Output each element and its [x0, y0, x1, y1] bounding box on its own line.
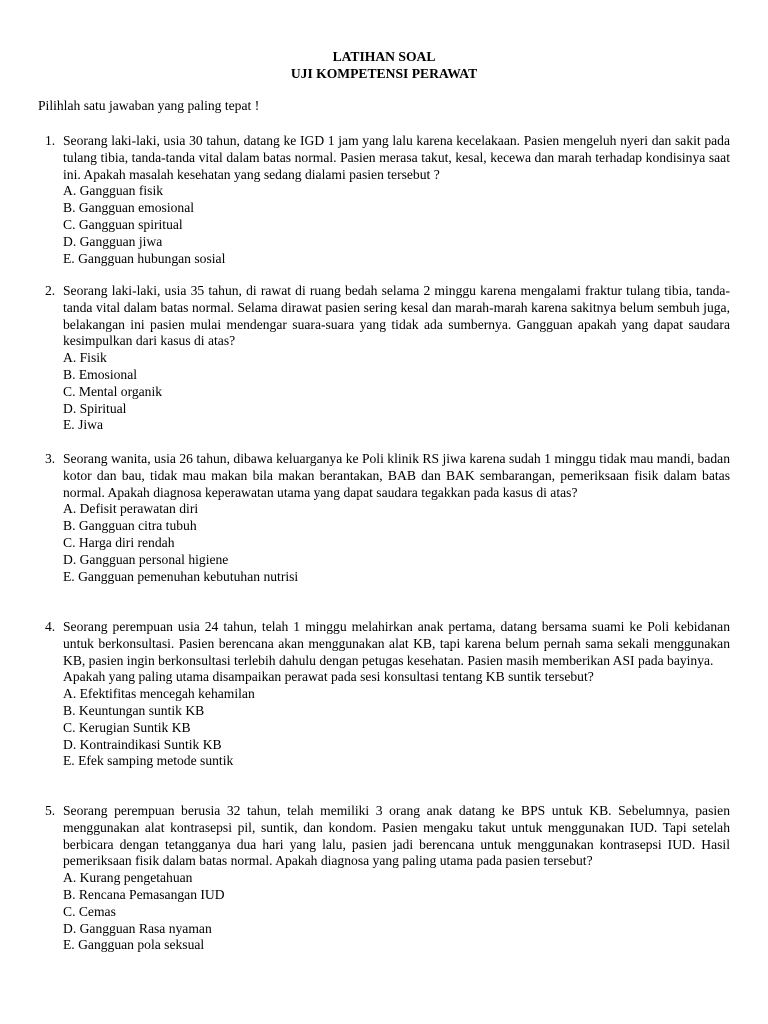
- question-3-stem: [45, 451, 730, 501]
- question-4-stem: [45, 619, 730, 669]
- option-a: A. Efektifitas mencegah kehamilan: [63, 686, 255, 702]
- question-4-prompt: [45, 669, 730, 686]
- page-subtitle: UJI KOMPETENSI PERAWAT: [290, 66, 478, 81]
- question-1-stem: [45, 133, 730, 183]
- question-5-number: 5.: [45, 803, 56, 818]
- instruction-text: Pilihlah satu jawaban yang paling tepat !: [38, 98, 260, 113]
- question-3: [45, 451, 730, 585]
- option-e: E. Gangguan pemenuhan kebutuhan nutrisi: [63, 568, 299, 584]
- option-c: C. Cemas: [63, 903, 116, 919]
- option-b: B. Emosional: [63, 366, 138, 382]
- option-b: B. Gangguan emosional: [63, 200, 195, 216]
- option-b: B. Rencana Pemasangan IUD: [63, 886, 225, 902]
- option-c: C. Mental organik: [63, 383, 163, 399]
- question-2-text: Seorang laki-laki, usia 35 tahun, di rawat di ruang bedah selama 2 minggu karena mengalami fraktur tulang tibia, tanda-tanda vital dalam batas normal. Selama dirawat pasien sering kesal dan marah-marah karena sakitnya belum sembuh juga, belakangan ini pasien mulai mendengar suara-suara yang tidak ada sumbernya. Gangguan apakah yang dapat saudara kesimpulkan dari kasus di atas?: [63, 283, 730, 349]
- question-4-text-2: Apakah yang paling utama disampaikan perawat pada sesi konsultasi tentang KB suntik tersebut?: [63, 669, 594, 685]
- question-1-text: Seorang laki-laki, usia 30 tahun, datang ke IGD 1 jam yang lalu karena kecelakaan. Pasien mengeluh nyeri dan sakit pada tulang tibia, tanda-tanda vital dalam batas normal. Pasien merasa takut, kesal, kecewa dan marah terhadap kondisinya saat ini. Apakah masalah kesehatan yang sedang dialami pasien tersebut ?: [63, 133, 730, 182]
- question-4-text: Seorang perempuan usia 24 tahun, telah 1 minggu melahirkan anak pertama, datang bersama suami ke Poli kebidanan untuk berkonsultasi. Pasien berencana akan menggunakan alat KB, tapi karena belum pernah sama sekali menggunakan KB, pasien ingin berkonsultasi terlebih dahulu dengan petugas kesehatan. Pasien masih memberikan ASI pada bayinya.: [63, 619, 730, 668]
- option-d: D. Gangguan Rasa nyaman: [63, 920, 212, 936]
- question-4-options: [45, 686, 730, 770]
- question-3-text: Seorang wanita, usia 26 tahun, dibawa keluarganya ke Poli klinik RS jiwa karena sudah 1 minggu tidak mau mandi, badan kotor dan bau, tidak mau makan bila makan berantakan, BAB dan BAK sembarangan, pemeriksaan fisik dalam batas normal. Apakah diagnosa keperawatan utama yang dapat saudara tegakkan pada kasus di atas?: [63, 451, 730, 500]
- question-1: [45, 133, 730, 267]
- option-a: A. Defisit perawatan diri: [63, 501, 199, 517]
- question-4-number: 4.: [45, 619, 56, 634]
- option-d: D. Spiritual: [63, 400, 127, 416]
- question-1-options: [45, 183, 730, 267]
- option-c: C. Kerugian Suntik KB: [63, 719, 191, 735]
- option-d: D. Kontraindikasi Suntik KB: [63, 736, 222, 752]
- question-5: [45, 803, 730, 954]
- question-5-text: Seorang perempuan berusia 32 tahun, telah memiliki 3 orang anak datang ke BPS untuk KB. Sebelumnya, pasien menggunakan alat kontrasepsi pil, suntik, dan kondom. Pasien mengaku takut untuk menggunakan IUD. Tapi setelah berbicara dengan tetangganya dua hari yang lalu, pasien jadi berencana untuk menggunakan kontrasepsi IUD. Hasil pemeriksaan fisik dalam batas normal. Apakah diagnosa yang paling utama pada pasien tersebut?: [63, 803, 730, 869]
- question-3-number: 3.: [45, 451, 56, 466]
- question-1-number: 1.: [45, 133, 56, 148]
- question-4: [45, 619, 730, 770]
- option-d: D. Gangguan personal higiene: [63, 551, 229, 567]
- question-5-options: [45, 870, 730, 954]
- option-b: B. Gangguan citra tubuh: [63, 518, 197, 534]
- option-a: A. Gangguan fisik: [63, 183, 164, 199]
- option-c: C. Gangguan spiritual: [63, 216, 183, 232]
- option-e: E. Jiwa: [63, 417, 104, 433]
- question-5-stem: [45, 803, 730, 870]
- question-2-options: [45, 350, 730, 434]
- option-e: E. Efek samping metode suntik: [63, 753, 234, 769]
- option-d: D. Gangguan jiwa: [63, 233, 163, 249]
- question-2: [45, 283, 730, 434]
- question-3-options: [45, 501, 730, 585]
- question-2-stem: [45, 283, 730, 350]
- question-2-number: 2.: [45, 283, 56, 298]
- option-e: E. Gangguan hubungan sosial: [63, 250, 226, 266]
- option-a: A. Fisik: [63, 350, 107, 366]
- option-e: E. Gangguan pola seksual: [63, 937, 205, 953]
- option-b: B. Keuntungan suntik KB: [63, 702, 205, 718]
- option-a: A. Kurang pengetahuan: [63, 870, 193, 886]
- page-title: LATIHAN SOAL: [332, 49, 436, 64]
- option-c: C. Harga diri rendah: [63, 534, 175, 550]
